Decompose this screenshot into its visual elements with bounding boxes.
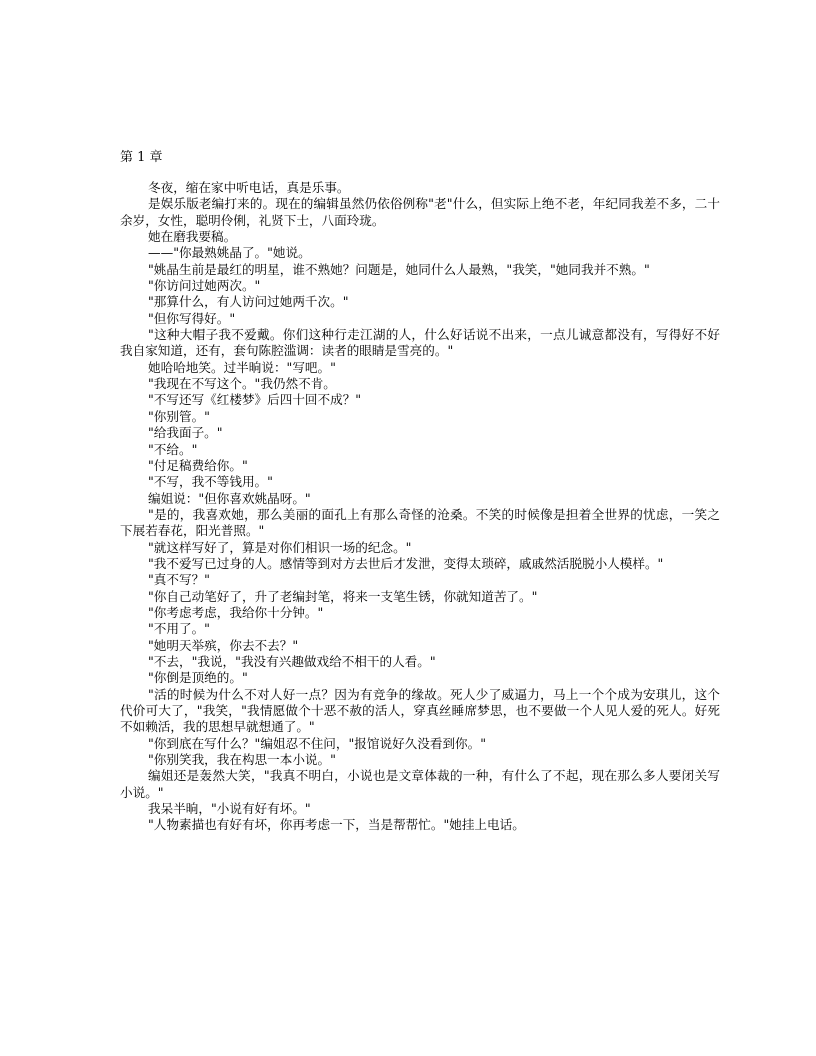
paragraph: "这种大帽子我不爱戴。你们这种行走江湖的人，什么好话说不出来，一点儿诚意都没有，写得好不好我自家知道，还有，套句陈腔滥调：读者的眼睛是雪亮的。" (120, 327, 720, 359)
paragraph: "不写，我不等钱用。" (148, 474, 273, 490)
paragraph: "活的时候为什么不对人好一点？因为有竞争的缘故。死人少了威逼力，马上一个个成为安琪儿，这个代价可大了，"我笑，"我情愿做个十恶不赦的活人，穿真丝睡席梦思，也不要做一个人见人爱的死人。好死不如赖活，我的思想早就想通了。" (120, 686, 720, 735)
paragraph: "付足稿费给你。" (148, 457, 248, 473)
paragraph: "你别管。" (148, 408, 210, 424)
paragraph: "姚晶生前是最红的明星，谁不熟她？问题是，她同什么人最熟，"我笑，"她同我并不熟。" (148, 261, 650, 277)
paragraph: "你别笑我，我在构思一本小说。" (148, 752, 336, 768)
paragraph: "给我面子。" (148, 425, 223, 441)
chapter-title: 第 1 章 (120, 150, 163, 165)
paragraph: "但你写得好。" (148, 310, 236, 326)
paragraph: "不写还写《红楼梦》后四十回不成？" (148, 392, 362, 408)
paragraph: "我现在不写这个。"我仍然不肯。 (148, 376, 336, 392)
paragraph: "不给。" (148, 441, 198, 457)
paragraph: "就这样写好了，算是对你们相识一场的纪念。" (148, 539, 412, 555)
paragraph: 编姐说："但你喜欢姚晶呀。" (148, 490, 311, 506)
paragraph: "你到底在写什么？"编姐忍不住问，"报馆说好久没看到你。" (148, 735, 487, 751)
paragraph: 是娱乐版老编打来的。现在的编辑虽然仍依俗例称"老"什么，但实际上绝不老，年纪同我差不多，二十余岁，女性，聪明伶俐，礼贤下士，八面玲珑。 (120, 196, 720, 228)
paragraph: 冬夜，缩在家中听电话，真是乐事。 (148, 180, 350, 195)
paragraph: "我不爱写已过身的人。感情等到对方去世后才发泄，变得太琐碎，戚戚然活脱脱小人模样。" (148, 555, 664, 571)
chapter-body (120, 180, 720, 834)
document-page (120, 148, 720, 834)
paragraph: ——"你最熟姚晶了。"她说。 (148, 245, 311, 261)
paragraph: "人物素描也有好有坏，你再考虑一下，当是帮帮忙。"她挂上电话。 (148, 817, 525, 833)
paragraph: "不用了。" (148, 621, 210, 637)
paragraph: 她在磨我要稿。 (148, 229, 237, 245)
paragraph: "你访问过她两次。" (148, 278, 261, 294)
paragraph: "真不写？" (148, 572, 210, 588)
paragraph: "不去，"我说，"我没有兴趣做戏给不相干的人看。" (148, 653, 436, 669)
paragraph: 编姐还是轰然大笑，"我真不明白，小说也是文章体裁的一种，有什么了不起，现在那么多人要闭关写小说。" (120, 768, 720, 800)
paragraph: "你倒是顶绝的。" (148, 670, 248, 686)
paragraph: "是的，我喜欢她，那么美丽的面孔上有那么奇怪的沧桑。不笑的时候像是担着全世界的忧虑，一笑之下展若春花，阳光普照。" (120, 506, 720, 539)
paragraph: 我呆半晌，"小说有好有坏。" (148, 801, 311, 817)
paragraph: "你考虑考虑，我给你十分钟。" (148, 604, 324, 620)
paragraph: 她哈哈地笑。过半晌说："写吧。" (148, 359, 336, 375)
paragraph: "她明天举殡，你去不去？" (148, 637, 299, 653)
paragraph: "你自己动笔好了，升了老编封笔，将来一支笔生锈，你就知道苦了。" (148, 588, 538, 604)
paragraph: "那算什么，有人访问过她两千次。" (148, 294, 349, 310)
